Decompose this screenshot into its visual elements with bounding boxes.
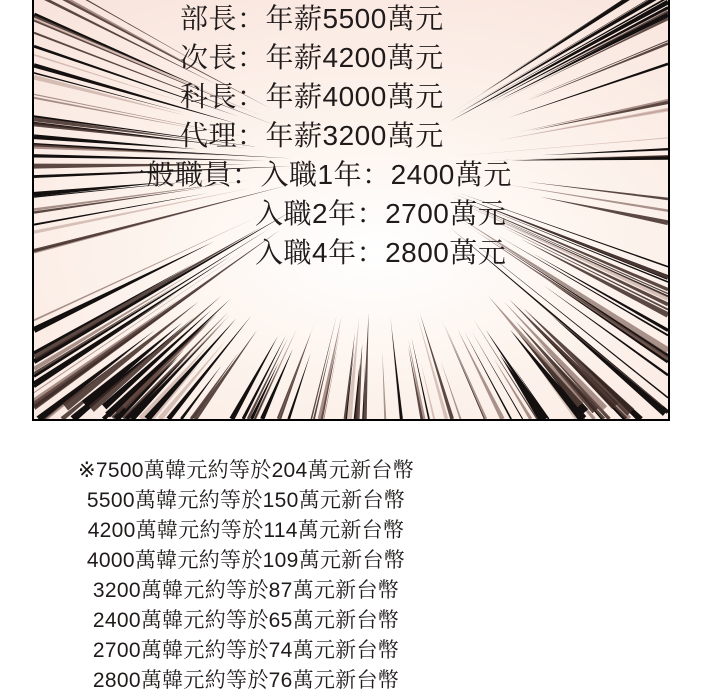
salary-line: 科長：年薪4000萬元 <box>180 81 444 112</box>
salary-line: 入職2年：2700萬元 <box>255 198 507 229</box>
salary-line: 部長：年薪5500萬元 <box>180 3 444 34</box>
note-line: 3200萬韓元約等於87萬元新台幣 <box>92 579 400 602</box>
salary-line: 一般職員：入職1年：2400萬元 <box>118 159 512 190</box>
note-line: ※7500萬韓元約等於204萬元新台幣 <box>77 459 415 482</box>
salary-line: 入職4年：2800萬元 <box>255 237 507 268</box>
note-line: 2800萬韓元約等於76萬元新台幣 <box>92 669 400 692</box>
note-line: 2400萬韓元約等於65萬元新台幣 <box>92 609 400 632</box>
note-line: 4200萬韓元約等於114萬元新台幣 <box>87 519 405 542</box>
salary-line: 次長：年薪4200萬元 <box>180 42 444 73</box>
salary-line: 代理：年薪3200萬元 <box>180 120 444 151</box>
note-line: 4000萬韓元約等於109萬元新台幣 <box>86 549 406 572</box>
note-line: 2700萬韓元約等於74萬元新台幣 <box>92 639 400 662</box>
note-line: 5500萬韓元約等於150萬元新台幣 <box>86 489 406 512</box>
currency-notes <box>32 456 460 696</box>
comic-panel <box>32 0 670 421</box>
